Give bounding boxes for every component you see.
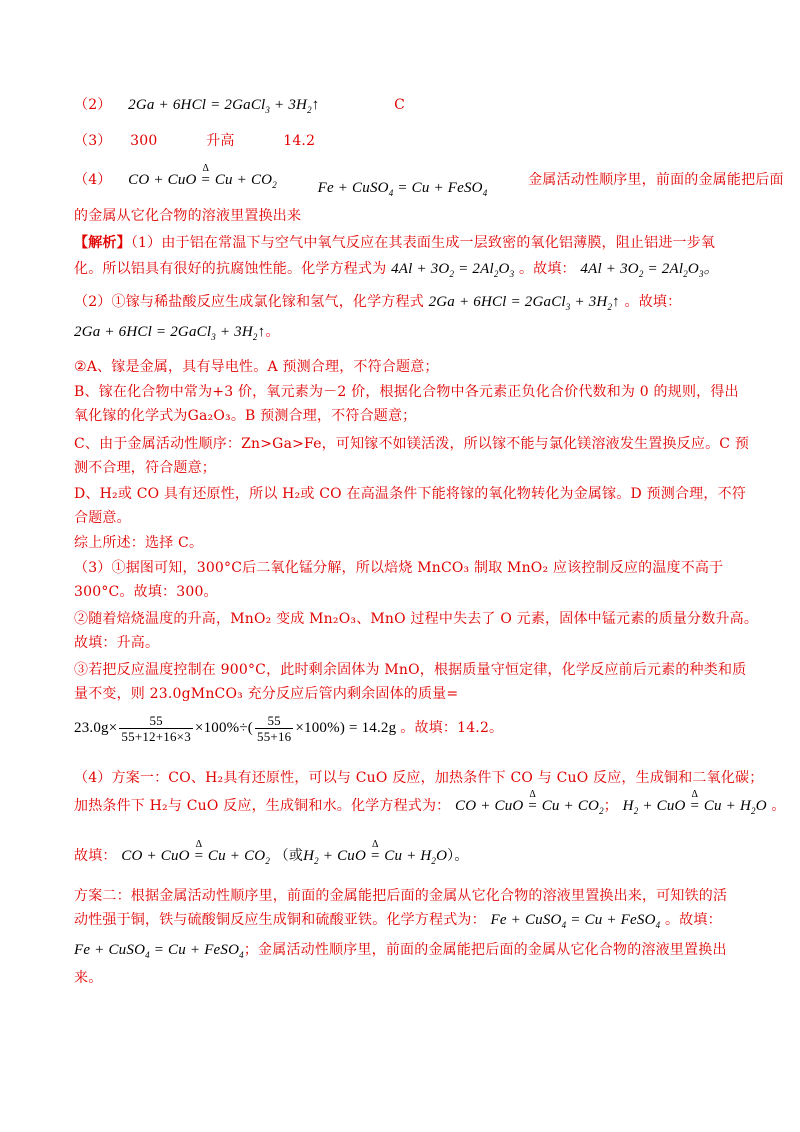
analysis-1-text-b: 化。所以铝具有很好的抗腐蚀性能。化学方程式为 (74, 261, 387, 277)
analysis-3-b2: 故填：升高。 (74, 635, 160, 651)
analysis-4-a3: 故填： (74, 848, 117, 864)
analysis-2-C1: C、由于金属活动性顺序：Zn>Ga>Fe，可知镓不如镁活泼，所以镓不能与氯化镁溶液发生置换反应。C 预 (74, 436, 750, 452)
analysis-3-formula (74, 712, 503, 744)
analysis-4-a2-line: 加热条件下 H₂与 CuO 反应，生成铜和水。化学方程式为： CO + CuO $\Delta = Cu + CO_2$； $H_2$ + CuO $\Delta = Cu + H_2O$ 。 (74, 796, 786, 821)
q4-eq2: Fe + CuSO$_4$ = Cu + FeSO$_4$ (317, 180, 488, 198)
analysis-2-D1: D、H₂或 CO 具有还原性，所以 H₂或 CO 在高温条件下能将镓的氧化物转化为金属镓。D 预测合理，不符 (74, 486, 746, 502)
analysis-4-a3-line: 故填： CO + CuO $\Delta = Cu + CO_2$ （或$H_2$ + CuO $\Delta = Cu + H_2O$）。 (74, 846, 469, 871)
analysis-3-a2: 300°C。故填：300。 (74, 584, 218, 600)
q2-answer: C (394, 97, 406, 113)
analysis-2-text-b: 。故填： (624, 294, 682, 310)
analysis-3-b1: ②随着焙烧温度的升高，MnO₂ 变成 Mn₂O₃、MnO 过程中失去了 O 元素，固体中锰元素的质量分数升高。 (74, 611, 759, 627)
q4-eq1: CO + CuO $\Delta = Cu + CO_2$ (128, 172, 277, 188)
analysis-1-text-a: （1）由于铝在常温下与空气中氧气反应在其表面生成一层致密的氧化铝薄膜，阻止铝进一步氧 (130, 235, 716, 251)
analysis-4-eq-h2-2: $H_2$ + CuO $\Delta = Cu + H_2O$ (303, 848, 447, 864)
analysis-3-a1: （3）①据图可知，300°C后二氧化锰分解，所以焙烧 MnCO₃ 制取 MnO₂ 应该控制反应的温度不高于 (74, 560, 724, 576)
analysis-4-b2-tail: 。故填： (664, 912, 722, 928)
analysis-4-b4: 来。 (74, 970, 103, 986)
analysis-4-eq-fe-2: Fe + CuSO$_4$ = Cu + FeSO$_4$ (74, 942, 244, 960)
analysis-2-D2: 合题意。 (74, 510, 131, 526)
answer-2-line (74, 95, 405, 120)
q2-number: （2） (74, 97, 112, 113)
answer-4-line (74, 170, 784, 198)
analysis-1-text-c: 。故填： (518, 261, 576, 277)
analysis-4-b2: 动性强于铜，铁与硫酸铜反应生成铜和硫酸亚铁。化学方程式为： (74, 912, 486, 928)
analysis-1-line-a (74, 233, 715, 253)
q4-number: （4） (74, 172, 112, 188)
analysis-2-B2: 氧化镓的化学式为Ga₂O₃。B 预测合理，不符合题意； (74, 408, 417, 424)
analysis-3-c2: 量不变，则 23.0gMnCO₃ 充分反应后管内剩余固体的质量= (74, 686, 459, 702)
analysis-2-line-a (74, 292, 681, 317)
q4-continued: 的金属从它化合物的溶液里置换出来 (74, 208, 302, 224)
analysis-1-line-b (74, 259, 719, 284)
formula-tail: 。故填：14.2。 (400, 720, 504, 736)
analysis-4-eq-fe: Fe + CuSO$_4$ = Cu + FeSO$_4$ (490, 912, 661, 930)
analysis-1-eq1: $4Al + 3O_2 = 2Al_2O_3$ (391, 261, 515, 279)
analysis-2-eq-repeat: 2Ga + 6HCl = 2GaCl$_3$ + $3H_2↑$ (74, 324, 266, 342)
analysis-4-b3: ；金属活动性顺序里，前面的金属能把后面的金属从它化合物的溶液里置换出 (243, 942, 727, 958)
q2-equation: 2Ga + 6HCl = 2GaCl$_3$ + $3H_2↑$ (128, 97, 320, 115)
q3-b: 升高 (206, 133, 235, 149)
analysis-2-B1: B、镓在化合物中常为+3 价，氧元素为－2 价，根据化合物中各元素正负化合价代数和为 0 的规则，得出 (74, 384, 739, 400)
analysis-4-a2: 加热条件下 H₂与 CuO 反应，生成铜和水。化学方程式为： (74, 798, 451, 814)
analysis-4-b3-line (74, 940, 727, 965)
analysis-4-b1: 方案二：根据金属活动性顺序里，前面的金属能把后面的金属从它化合物的溶液里置换出来，可知铁的活 (74, 888, 728, 904)
q3-c: 14.2 (283, 133, 316, 149)
analysis-1-eq2: $4Al + 3O_2 = 2Al_2O_3$。 (580, 261, 719, 279)
analysis-2-eq: 2Ga + 6HCl = 2GaCl$_3$ + $3H_2↑$ (428, 294, 620, 312)
analysis-4-b2-line (74, 910, 722, 935)
analysis-2-C2: 测不合理，符合题意； (74, 460, 216, 476)
analysis-4-eq-h2: $H_2$ + CuO $\Delta = Cu + H_2O$ (623, 798, 767, 814)
analysis-2-conclusion: 综上所述：选择 C。 (74, 535, 204, 551)
answer-3-line (74, 131, 315, 151)
formula-expression: 23.0g× $\frac{55}{55+12+16\times 3}$ ×100%÷( $\frac{55}{55+16}$ ×100%) = 14.2g (74, 713, 397, 745)
analysis-2-A: ②A、镓是金属，具有导电性。A 预测合理，不符合题意； (74, 359, 439, 375)
analysis-3-c1: ③若把反应温度控制在 900°C，此时剩余固体为 MnO，根据质量守恒定律，化学反应前后元素的种类和质 (74, 662, 747, 678)
analysis-2-line-eq: 2Ga + 6HCl = 2GaCl$_3$ + $3H_2↑$。 (74, 324, 280, 342)
q3-a: 300 (130, 133, 158, 149)
analysis-2-text-a: （2）①镓与稀盐酸反应生成氯化镓和氢气，化学方程式 (74, 294, 424, 310)
q3-number: （3） (74, 133, 112, 149)
analysis-4-eq-co: CO + CuO $\Delta = Cu + CO_2$ (455, 798, 604, 814)
analysis-4-eq-co-2: CO + CuO $\Delta = Cu + CO_2$ (121, 848, 270, 864)
analysis-label: 【解析】 (74, 235, 131, 251)
q4-text: 金属活动性顺序里，前面的金属能把后面 (528, 172, 784, 188)
analysis-4-a1: （4）方案一：CO、H₂具有还原性，可以与 CuO 反应，加热条件下 CO 与 CuO 反应，生成铜和二氧化碳； (74, 770, 764, 786)
